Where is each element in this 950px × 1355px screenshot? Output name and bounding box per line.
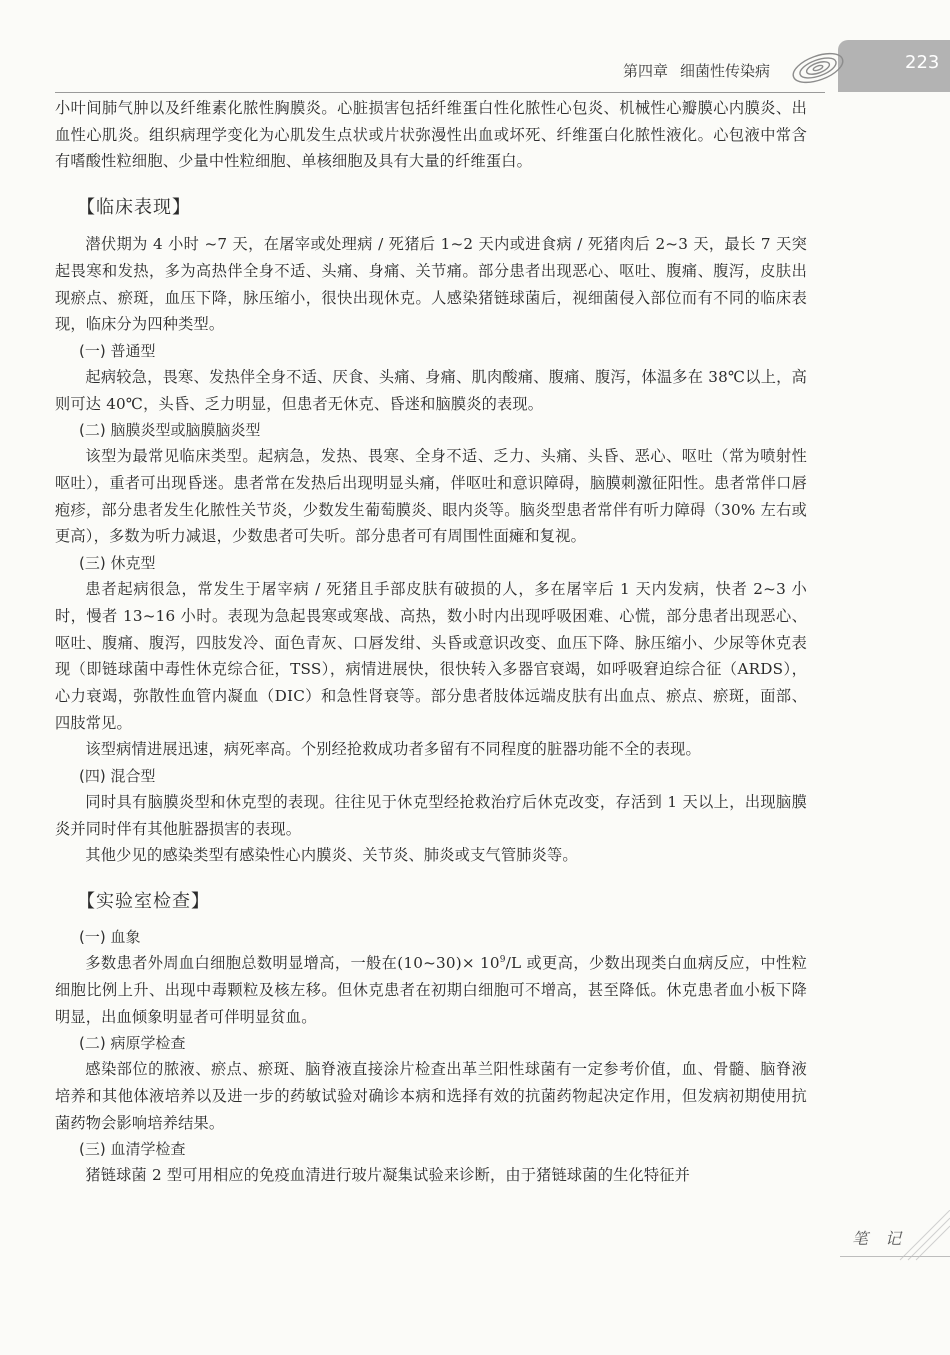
subheading-common-type: (一) 普通型 <box>79 341 156 360</box>
chapter-number: 第四章 <box>622 62 668 80</box>
shock-type-paragraph: 患者起病很急，常发生于屠宰病 / 死猪且手部皮肤有破损的人，多在屠宰后 1 天内发病，快者 2~3 小时，慢者 13~16 小时。表现为急起畏寒或寒战、高热，数小时内出现呼吸困难、心慌，部分患者出现恶心、呕吐、腹痛、腹泻，四肢发冷、面色青灰、口唇发绀、头昏或意识改变、血压下降、脉压缩小、少尿等休克表现（即链球菌中毒性休克综合征，TSS），病情进展快，很快转入多器官衰竭，如呼吸窘迫综合征（ARDS），心力衰竭，弥散性血管内凝血（DIC）和急性肾衰等。部分患者肢体远端皮肤有出血点、瘀点、瘀斑，面部、四肢常见。 <box>55 580 807 732</box>
clinical-paragraph: 潜伏期为 4 小时 ~7 天，在屠宰或处理病 / 死猪后 1~2 天内或进食病 / 死猪肉后 2~3 天，最长 7 天突起畏寒和发热，多为高热伴全身不适、头痛、身痛、关节痛。部分患者出现恶心、呕吐、腹痛、腹泻，皮肤出现瘀点、瘀斑，血压下降，脉压缩小，很快出现休克。人感染猪链球菌后，视细菌侵入部位而有不同的临床表现，临床分为四种类型。 <box>55 235 807 334</box>
chapter-title: 细菌性传染病 <box>679 62 770 80</box>
margin-note-rule <box>840 1256 950 1257</box>
main-text <box>55 95 807 1189</box>
common-type-paragraph: 起病较急，畏寒、发热伴全身不适、厌食、头痛、身痛、肌肉酸痛、腹痛、腹泻，体温多在 38℃以上，高则可达 40℃，头昏、乏力明显，但患者无休克、昏迷和脑膜炎的表现。 <box>55 367 807 413</box>
serology-test-paragraph: 猪链球菌 2 型可用相应的免疫血清进行玻片凝集试验来诊断，由于猪链球菌的生化特征并 <box>85 1166 691 1185</box>
blood-count-text-a: 多数患者外周血白细胞总数明显增高，一般在(10~30)× 10 <box>85 954 500 973</box>
subheading-blood-count: (一) 血象 <box>79 928 141 947</box>
section-heading-clinical: 【临床表现】 <box>77 197 191 219</box>
section-heading-lab: 【实验室检查】 <box>77 891 210 913</box>
header-rule <box>55 92 825 93</box>
page-number: 223 <box>905 52 940 73</box>
subheading-serology-test: (三) 血清学检查 <box>79 1140 186 1159</box>
intro-paragraph: 小叶间肺气肿以及纤维素化脓性胸膜炎。心脏损害包括纤维蛋白性化脓性心包炎、机械性心瓣膜心内膜炎、出血性心肌炎。组织病理学变化为心肌发生点状或片状弥漫性出血或坏死、纤维蛋白化脓性液化。心包液中常含有嗜酸性粒细胞、少量中性粒细胞、单核细胞及具有大量的纤维蛋白。 <box>55 99 807 171</box>
meningitis-type-paragraph: 该型为最常见临床类型。起病急，发热、畏寒、全身不适、乏力、头痛、头昏、恶心、呕吐（常为喷射性呕吐），重者可出现昏迷。患者常在发热后出现明显头痛，伴呕吐和意识障碍，脑膜刺激征阳性。患者常伴口唇疱疹，部分患者发生化脓性关节炎，少数发生葡萄膜炎、眼内炎等。脑炎型患者常伴有听力障碍（30% 左右或更高），多数为听力减退，少数患者可失听。部分患者可有周围性面瘫和复视。 <box>55 447 807 546</box>
swirl-logo-icon <box>788 44 848 90</box>
subheading-shock-type: (三) 休克型 <box>79 554 156 573</box>
subheading-mixed-type: (四) 混合型 <box>79 767 156 786</box>
mixed-type-paragraph: 同时具有脑膜炎型和休克型的表现。往往见于休克型经抢救治疗后休克改变，存活到 1 天以上，出现脑膜炎并同时伴有其他脏器损害的表现。 <box>55 793 807 838</box>
exponent: 9 <box>499 955 506 966</box>
blood-count-paragraph <box>55 950 807 1030</box>
pathogen-test-paragraph: 感染部位的脓液、瘀点、瘀斑、脑脊液直接涂片检查出革兰阳性球菌有一定参考价值，血、骨髓、脑脊液培养和其他体液培养以及进一步的药敏试验对确诊本病和选择有效的抗菌药物起决定作用，但发病初期使用抗菌药物会影响培养结果。 <box>55 1060 807 1132</box>
running-header <box>520 60 770 81</box>
subheading-meningitis-type: (二) 脑膜炎型或脑膜脑炎型 <box>79 421 261 440</box>
other-types-paragraph: 其他少见的感染类型有感染性心内膜炎、关节炎、肺炎或支气管肺炎等。 <box>85 846 578 865</box>
subheading-pathogen-test: (二) 病原学检查 <box>79 1034 186 1053</box>
margin-note-label: 笔 记 <box>852 1229 908 1248</box>
blood-count-text-b: /L 或更高，少数出现类白血病反应，中性粒细胞比例上升、出现中毒颗粒及核左移。但休克患者在初期白细胞可不增高，甚至降低。休克患者血小板下降明显，出血倾象明显者可伴明显贫血。 <box>55 954 808 1026</box>
shock-type-paragraph-2: 该型病情进展迅速，病死率高。个别经抢救成功者多留有不同程度的脏器功能不全的表现。 <box>85 740 701 759</box>
